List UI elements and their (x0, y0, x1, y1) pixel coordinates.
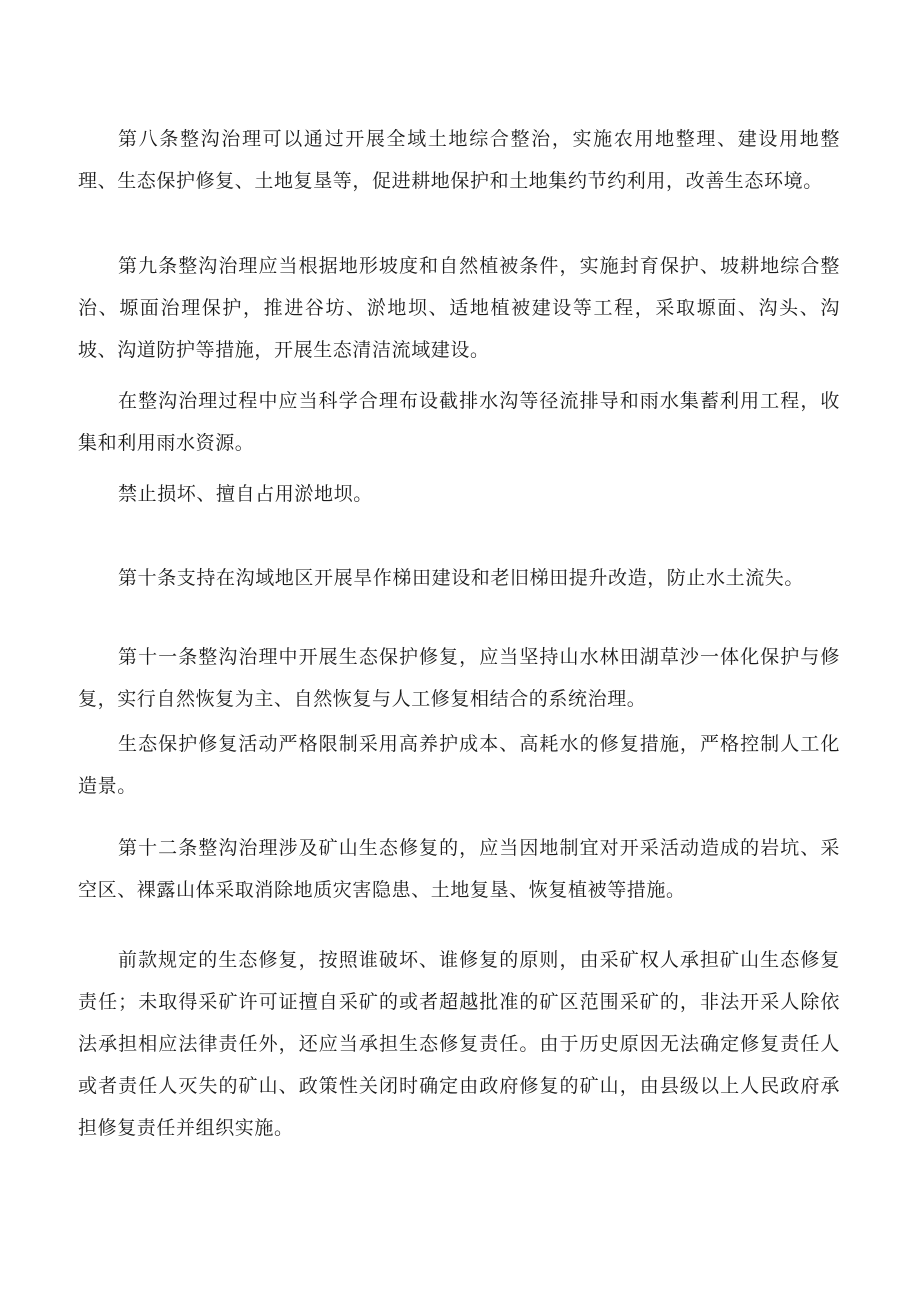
article-9-paragraph-3: 禁止损坏、擅自占用淤地坝。 (118, 483, 373, 505)
article-8-paragraph: 第八条整沟治理可以通过开展全域土地综合整治，实施农用地整理、建设用地整理、生态保护修复、土地复垦等，促进耕地保护和土地集约节约利用，改善生态环境。 (78, 128, 840, 192)
article-12-paragraph: 第十二条整沟治理涉及矿山生态修复的，应当因地制宜对开采活动造成的岩坑、采空区、裸露山体采取消除地质灾害隐患、土地复垦、恢复植被等措施。 (78, 837, 840, 901)
article-10-paragraph: 第十条支持在沟域地区开展旱作梯田建设和老旧梯田提升改造，防止水土流失。 (118, 567, 805, 589)
article-11-paragraph-2: 生态保护修复活动严格限制采用高养护成本、高耗水的修复措施，严格控制人工化造景。 (78, 733, 840, 797)
article-11-paragraph: 第十一条整沟治理中开展生态保护修复，应当坚持山水林田湖草沙一体化保护与修复，实行自然恢复为主、自然恢复与人工修复相结合的系统治理。 (78, 646, 840, 710)
article-12-paragraph-2: 前款规定的生态修复，按照谁破坏、谁修复的原则，由采矿权人承担矿山生态修复责任；未取得采矿许可证擅自采矿的或者超越批准的矿区范围采矿的，非法开采人除依法承担相应法律责任外，还应当承担生态修复责任。由于历史原因无法确定修复责任人或者责任人灭失的矿山、政策性关闭时确定由政府修复的矿山，由县级以上人民政府承担修复责任并组织实施。 (78, 949, 840, 1139)
article-9-paragraph-2: 在整沟治理过程中应当科学合理布设截排水沟等径流排导和雨水集蓄利用工程，收集和利用雨水资源。 (78, 390, 840, 454)
article-9-paragraph: 第九条整沟治理应当根据地形坡度和自然植被条件，实施封育保护、坡耕地综合整治、塬面治理保护，推进谷坊、淤地坝、适地植被建设等工程，采取塬面、沟头、沟坡、沟道防护等措施，开展生态清洁流域建设。 (78, 255, 840, 361)
